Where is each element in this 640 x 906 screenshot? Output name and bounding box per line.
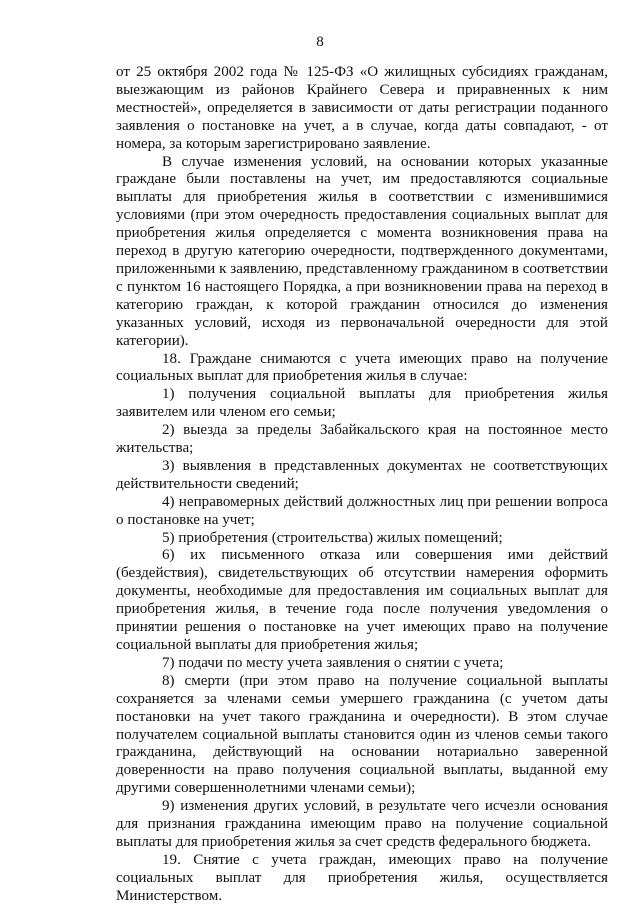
paragraph-clause-18: 18. Граждане снимаются с учета имеющих право на получение социальных выплат для приобретения жилья в случае: xyxy=(116,350,608,385)
list-item-4: 4) неправомерных действий должностных лиц при решении вопроса о постановке на учет; xyxy=(116,493,608,528)
paragraph-change-of-conditions: В случае изменения условий, на основании которых указанные граждане были поставлены на учет, им предоставляются социальные выплаты для приобретения жилья в соответствии с изменившимися условиями (при этом очередность предоставления социальных выплат для приобретения жилья определяется с момента возникновения права на переход в другую категорию очередности, подтвержденного документами, приложенными к заявлению, представленному гражданином в соответствии с пунктом 16 настоящего Порядка, а при возникновении права на переход в категорию граждан, к которой гражданин относился до изменения указанных условий, исходя из первоначальной очередности для этой категории). xyxy=(116,153,608,349)
list-item-7: 7) подачи по месту учета заявления о снятии с учета; xyxy=(162,654,504,671)
list-item-8: 8) смерти (при этом право на получение социальной выплаты сохраняется за членами семьи умершего гражданина (с учетом даты постановки на учет такого гражданина и очередности). В этом случае получателем социальной выплаты становится один из членов семьи такого гражданина, действующий на основании нотариально заверенной доверенности на право получения социальной выплаты, выданной ему другими совершеннолетними членами семьи); xyxy=(116,672,608,797)
list-item-5: 5) приобретения (строительства) жилых помещений; xyxy=(162,529,503,546)
paragraph-continuation: от 25 октября 2002 года № 125-ФЗ «О жилищных субсидиях гражданам, выезжающим из районов Крайнего Севера и приравненных к ним местностей», определяется в зависимости от даты регистрации поданного заявления о постановке на учет, а в случае, когда даты совпадают, - от номера, за которым зарегистрировано заявление. xyxy=(116,64,608,152)
list-item-6: 6) их письменного отказа или совершения ими действий (бездействия), свидетельствующих об отсутствии намерения оформить документы, необходимые для предоставления им социальных выплат для приобретения жилья, в течение года после получения уведомления о принятии решения о постановке на учет имеющих право на получение социальной выплаты для приобретения жилья; xyxy=(116,547,608,653)
page-number: 8 xyxy=(316,34,324,50)
paragraph-clause-19: 19. Снятие с учета граждан, имеющих право на получение социальных выплат для приобретения жилья, осуществляется Министерством. xyxy=(116,851,608,904)
list-item-3: 3) выявления в представленных документах не соответствующих действительности сведений; xyxy=(116,457,608,492)
document-body xyxy=(116,64,608,906)
list-item-9: 9) изменения других условий, в результате чего исчезли основания для признания гражданина имеющим право на получение социальной выплаты для приобретения жилья за счет средств федерального бюджета. xyxy=(116,798,608,850)
list-item-1: 1) получения социальной выплаты для приобретения жилья заявителем или членом его семьи; xyxy=(116,386,608,421)
list-item-2: 2) выезда за пределы Забайкальского края на постоянное место жительства; xyxy=(116,422,608,457)
